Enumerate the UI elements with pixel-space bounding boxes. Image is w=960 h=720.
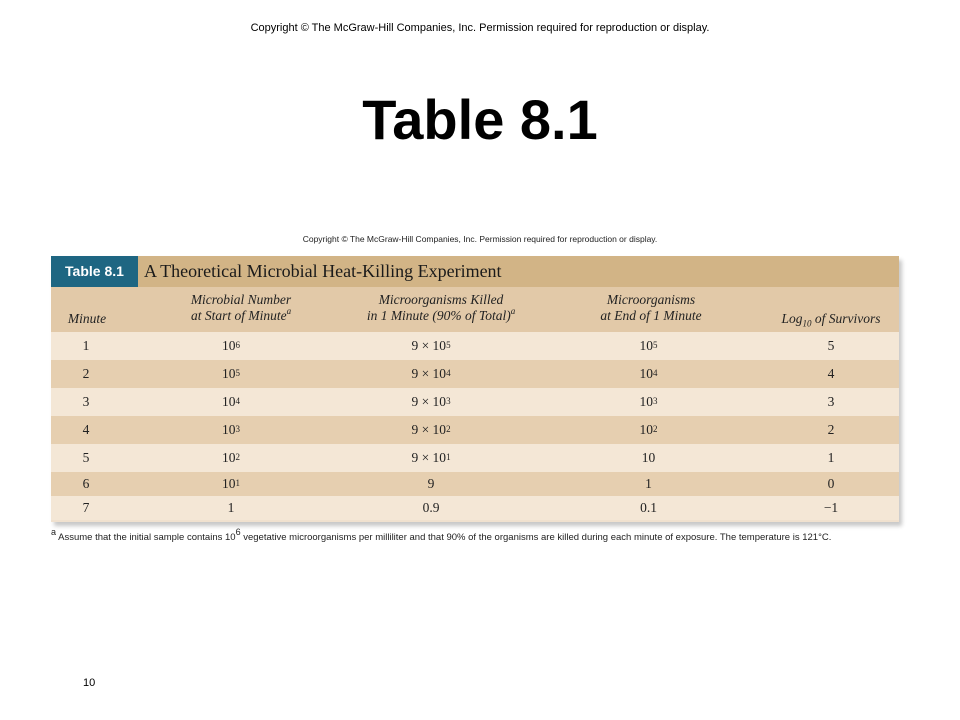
data-table	[51, 256, 899, 522]
cell-end-number-value: 0.1	[640, 500, 657, 515]
cell-minute-value: 5	[82, 450, 90, 465]
table-copyright: Copyright © The McGraw-Hill Companies, Inc. Permission required for reproduction or display.	[302, 234, 658, 244]
table-row	[51, 416, 899, 444]
cell-start-number-value: 10	[222, 450, 236, 465]
cell-log-survivors-value: 2	[827, 422, 835, 437]
cell-minute	[71, 416, 101, 444]
cell-end-number: 10 $^5$	[639, 338, 658, 353]
table-row	[51, 444, 899, 472]
cell-killed: 9 × 10 $^3$	[411, 394, 451, 409]
cell-end-number	[626, 472, 671, 496]
cell-end-number: 10 $^2$	[639, 422, 658, 437]
cell-log-survivors-value: 0	[827, 476, 835, 491]
cell-minute-value: 2	[82, 366, 90, 381]
cell-minute	[71, 472, 101, 496]
cell-start-number: 10 $^5$	[222, 366, 240, 381]
cell-killed-value: 0.9	[422, 500, 440, 515]
cell-killed-value: 9 × 10	[411, 338, 447, 353]
cell-minute-value: 1	[82, 338, 90, 353]
cell-killed-value: 9 × 10	[411, 394, 447, 409]
cell-minute	[71, 444, 101, 472]
cell-log-survivors-value: 4	[827, 366, 835, 381]
cell-minute-value: 3	[82, 394, 90, 409]
cell-end-number: 10 $^3$	[639, 394, 658, 409]
cell-killed: 9 × 10 $^2$	[411, 422, 451, 437]
cell-log-survivors	[811, 360, 851, 388]
cell-log-survivors	[811, 388, 851, 416]
cell-end-number-value: 1	[645, 476, 652, 491]
cell-start-number: 10 $^4$	[222, 394, 240, 409]
cell-killed-value: 9 × 10	[411, 366, 447, 381]
cell-log-survivors	[811, 472, 851, 496]
table-row	[51, 360, 899, 388]
cell-log-survivors	[811, 416, 851, 444]
page-number: 10	[83, 677, 96, 689]
cell-log-survivors	[811, 332, 851, 360]
cell-start-number: 10 $^1$	[222, 476, 240, 491]
cell-start-number-value: 1	[227, 500, 235, 515]
slide-copyright: Copyright © The McGraw-Hill Companies, Inc. Permission required for reproduction or display.	[250, 22, 710, 34]
table-footnote: $^a$ Assume that the initial sample contains $10^6$ vegetative microorganisms per milliliter and that 90% of the organisms are killed during each minute of exposure. The temperature is 121°C.	[51, 526, 832, 543]
cell-start-number-value: 10	[222, 476, 236, 491]
table-row	[51, 496, 899, 520]
cell-minute-value: 7	[82, 500, 90, 515]
cell-killed	[401, 496, 461, 520]
cell-minute	[71, 332, 101, 360]
header-killed: Microorganisms Killed in 1 Minute (90% of Total)$^a$	[366, 292, 516, 323]
header-log: Log$_{10}$ of Survivors	[781, 311, 881, 329]
cell-end-number	[626, 444, 671, 472]
cell-killed-value: 9	[427, 476, 435, 491]
cell-killed: 9 × 10 $^1$	[411, 450, 451, 465]
table-tag: Table 8.1	[51, 256, 138, 287]
cell-log-survivors-value: 1	[827, 450, 835, 465]
cell-start-number: 10 $^2$	[222, 450, 240, 465]
cell-end-number-value: 10	[639, 338, 653, 353]
cell-log-survivors	[811, 496, 851, 520]
cell-end-number-value: 10	[639, 366, 653, 381]
cell-start-number-value: 10	[222, 366, 236, 381]
table-caption: A Theoretical Microbial Heat-Killing Experiment	[144, 261, 502, 281]
cell-end-number-value: 10	[641, 450, 656, 465]
cell-minute	[71, 388, 101, 416]
cell-log-survivors-value: 3	[827, 394, 835, 409]
cell-start-number-value: 10	[222, 394, 236, 409]
cell-minute-value: 6	[82, 476, 90, 491]
slide-title: Table 8.1	[362, 88, 598, 151]
cell-minute	[71, 496, 101, 520]
table-row	[51, 332, 899, 360]
header-start-number: Microbial Number at Start of Minute$^a$	[190, 292, 292, 323]
header-end: Microorganisms at End of 1 Minute	[600, 292, 702, 323]
header-minute: Minute	[67, 311, 107, 326]
cell-killed: 9 × 10 $^4$	[411, 366, 451, 381]
cell-log-survivors	[811, 444, 851, 472]
cell-end-number-value: 10	[639, 394, 653, 409]
cell-end-number-value: 10	[639, 422, 653, 437]
cell-killed-value: 9 × 10	[411, 450, 447, 465]
cell-killed-value: 9 × 10	[411, 422, 447, 437]
table-row	[51, 388, 899, 416]
table-header-row	[51, 287, 899, 332]
cell-log-survivors-value: 5	[827, 338, 835, 353]
cell-end-number: 10 $^4$	[639, 366, 658, 381]
cell-start-number-value: 10	[222, 338, 236, 353]
cell-minute	[71, 360, 101, 388]
cell-start-number	[211, 496, 251, 520]
cell-start-number-value: 10	[222, 422, 236, 437]
cell-killed: 9 × 10 $^5$	[411, 338, 451, 353]
cell-log-survivors-value: −1	[823, 500, 839, 515]
cell-start-number: 10 $^3$	[222, 422, 240, 437]
cell-killed	[401, 472, 461, 496]
table-row	[51, 472, 899, 496]
cell-start-number: 10 $^6$	[222, 338, 240, 353]
table-title-bar	[51, 256, 899, 287]
cell-end-number	[626, 496, 671, 520]
cell-minute-value: 4	[82, 422, 90, 437]
